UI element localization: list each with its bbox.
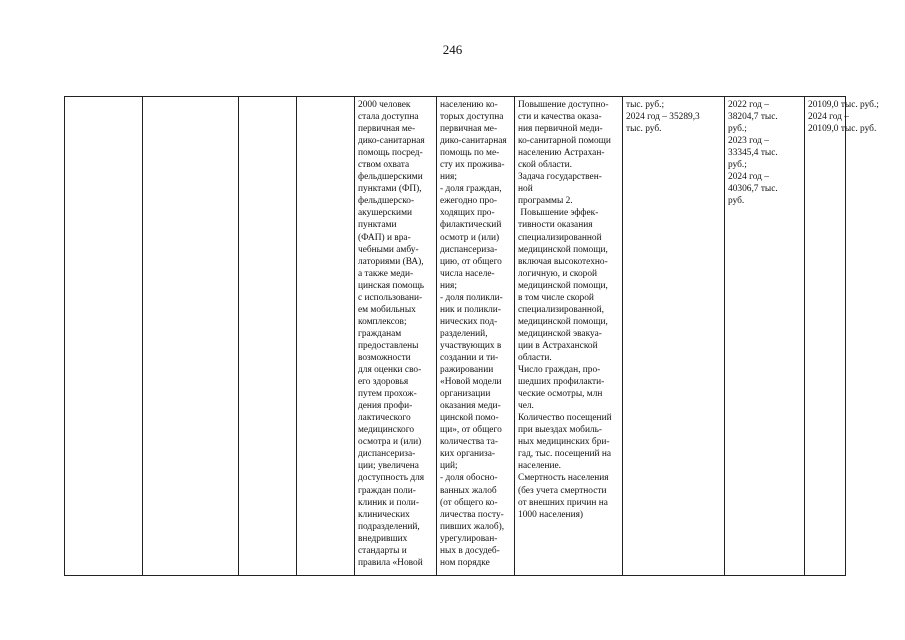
- program-table: [64, 96, 879, 576]
- table-cell-1: [65, 97, 143, 576]
- table-cell-funding: тыс. руб.; 2024 год – 35289,3 тыс. руб.: [623, 97, 725, 576]
- table-row: [65, 97, 846, 576]
- table-cell-goals: Повышение доступно- сти и качества оказа- ния первичной меди- ко-санитарной помощи населению Астрахан- ской области. Задача государствен- ной программы 2. Повышение эффек- тивности оказания специализированной медицинской помощи, включая высокотехно- логичную, и скорой медицинской помощи, в том числе скорой специализированной, медицинской помощи, медицинской эвакуа- ции в Астраханской области. Число граждан, про- шедших профилакти- ческие осмотры, млн чел. Количество посещений при выездах мобиль- ных медицинских бри- гад, тыс. посещений на население. Смертность населения (без учета смертности от внешних причин на 1000 населения): [515, 97, 623, 576]
- table-cell-results: 2000 человек стала доступна первичная ме- дико-санитарная помощь посред- ством охвата фельдшерскими пунктами (ФП), фельдшерско- акушерскими пунктами (ФАП) и вра- чебными амбу- латориями (ВА), а также меди- цинская помощь с использовани- ем мобильных комплексов; гражданам предоставлены возможности для оценки сво- его здоровья путем прохож- дения профи- лактического медицинского осмотра и (или) диспансериза- ции; увеличена доступность для граждан поли- клиник и поли- клинических подразделений, внедривших стандарты и правила «Новой: [355, 97, 437, 576]
- page-number: 246: [442, 42, 463, 57]
- table-cell-indicators: населению ко- торых доступна первичная ме- дико-санитарная помощь по ме- сту их прожива- ния; - доля граждан, ежегодно про- ходящих про- филактический осмотр и (или) диспансериза- цию, от общего числа населе- ния; - доля поликли- ник и поликли- нических под- разделений, участвующих в создании и ти- ражировании «Новой модели организации оказания меди- цинской помо- щи», от общего количества та- ких организа- ций; - доля обосно- ванных жалоб (от общего ко- личества посту- пивших жалоб), урегулирован- ных в досудеб- ном порядке: [437, 97, 515, 576]
- table-cell-4: [297, 97, 355, 576]
- table-cell-funding-years: 2022 год – 38204,7 тыс. руб.; 2023 год – 33345,4 тыс. руб.; 2024 год – 40306,7 тыс. руб.: [725, 97, 805, 576]
- table-cell-2: [143, 97, 239, 576]
- table-cell-3: [239, 97, 297, 576]
- table-cell-funding-extra: 20109,0 тыс. руб.; 2024 год – 20109,0 тыс. руб.: [805, 97, 846, 576]
